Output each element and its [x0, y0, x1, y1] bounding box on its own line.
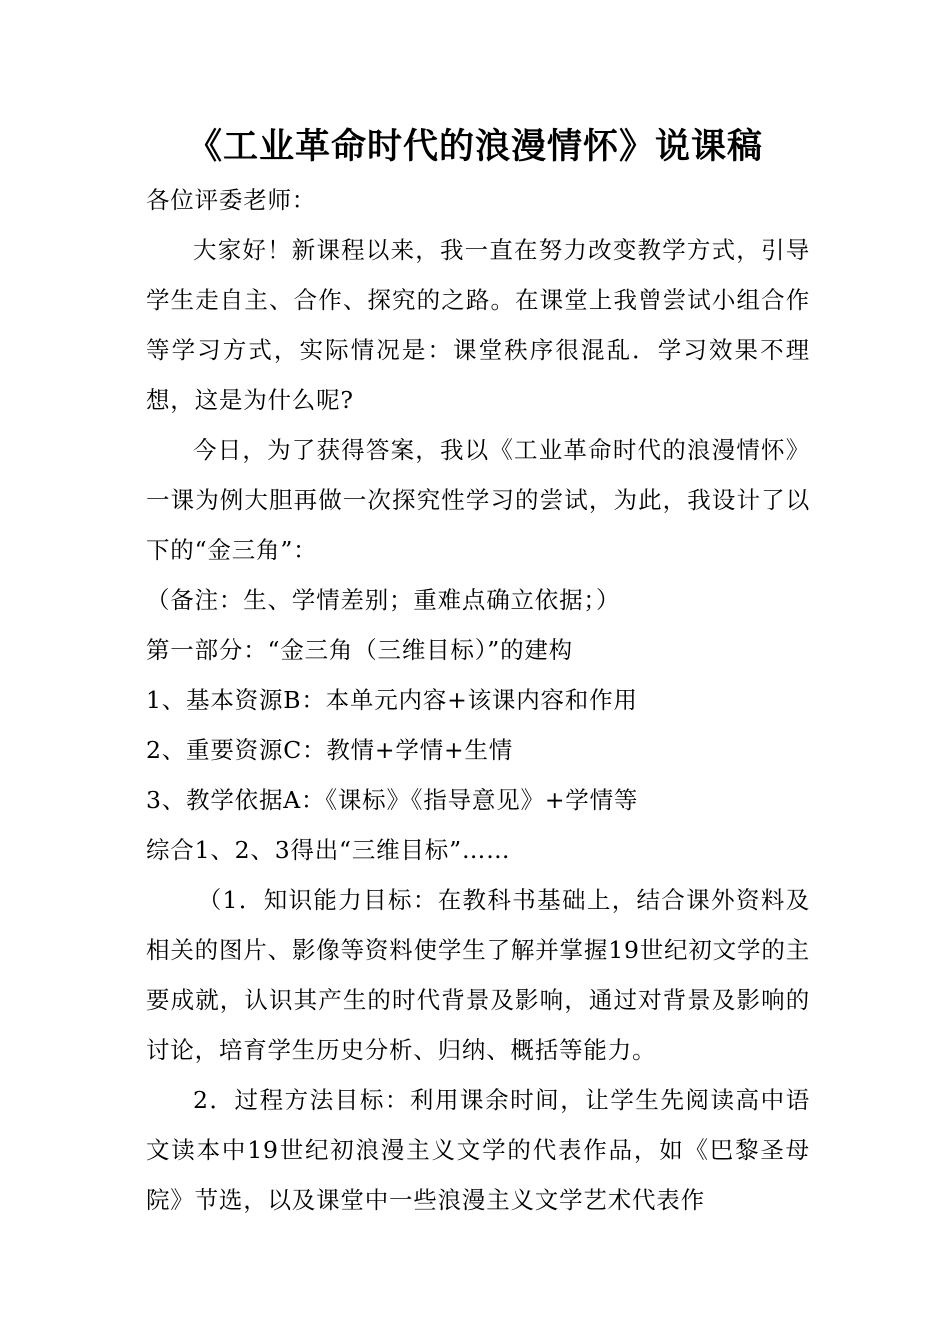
- goal-knowledge: （1．知识能力目标：在教科书基础上，结合课外资料及相关的图片、影像等资料使学生了解并掌握19世纪初文学的主要成就，认识其产生的时代背景及影响，通过对背景及影响的讨论，培育学生历史分析、归纳、概括等能力。: [146, 886, 810, 1064]
- section-heading: 第一部分：“金三角（三维目标）”的建构: [146, 636, 573, 664]
- note-line: （备注：生、学情差别；重难点确立依据；）: [146, 586, 621, 614]
- salutation: 各位评委老师：: [146, 186, 317, 214]
- document-title: 《工业革命时代的浪漫情怀》说课稿: [186, 127, 763, 167]
- list-item: 2、重要资源C：教情+学情+生情: [146, 736, 514, 764]
- paragraph-intro: 大家好！新课程以来，我一直在努力改变教学方式，引导学生走自主、合作、探究的之路。在课堂上我曾尝试小组合作等学习方式，实际情况是：课堂秩序很混乱．学习效果不理想，这是为什么呢?: [146, 236, 810, 414]
- document-body: [146, 175, 810, 1225]
- summary-line: 综合1、2、3得出“三维目标”……: [146, 836, 511, 864]
- paragraph-purpose: 今日，为了获得答案，我以《工业革命时代的浪漫情怀》一课为例大胆再做一次探究性学习的尝试，为此，我设计了以下的“金三角”：: [146, 436, 810, 564]
- list-item: 1、基本资源B：本单元内容+该课内容和作用: [146, 686, 638, 714]
- goal-process: 2．过程方法目标：利用课余时间，让学生先阅读高中语文读本中19世纪初浪漫主义文学的代表作品，如《巴黎圣母院》节选，以及课堂中一些浪漫主义文学艺术代表作: [146, 1086, 810, 1214]
- list-item: 3、教学依据A：《课标》《指导意见》+学情等: [146, 786, 639, 814]
